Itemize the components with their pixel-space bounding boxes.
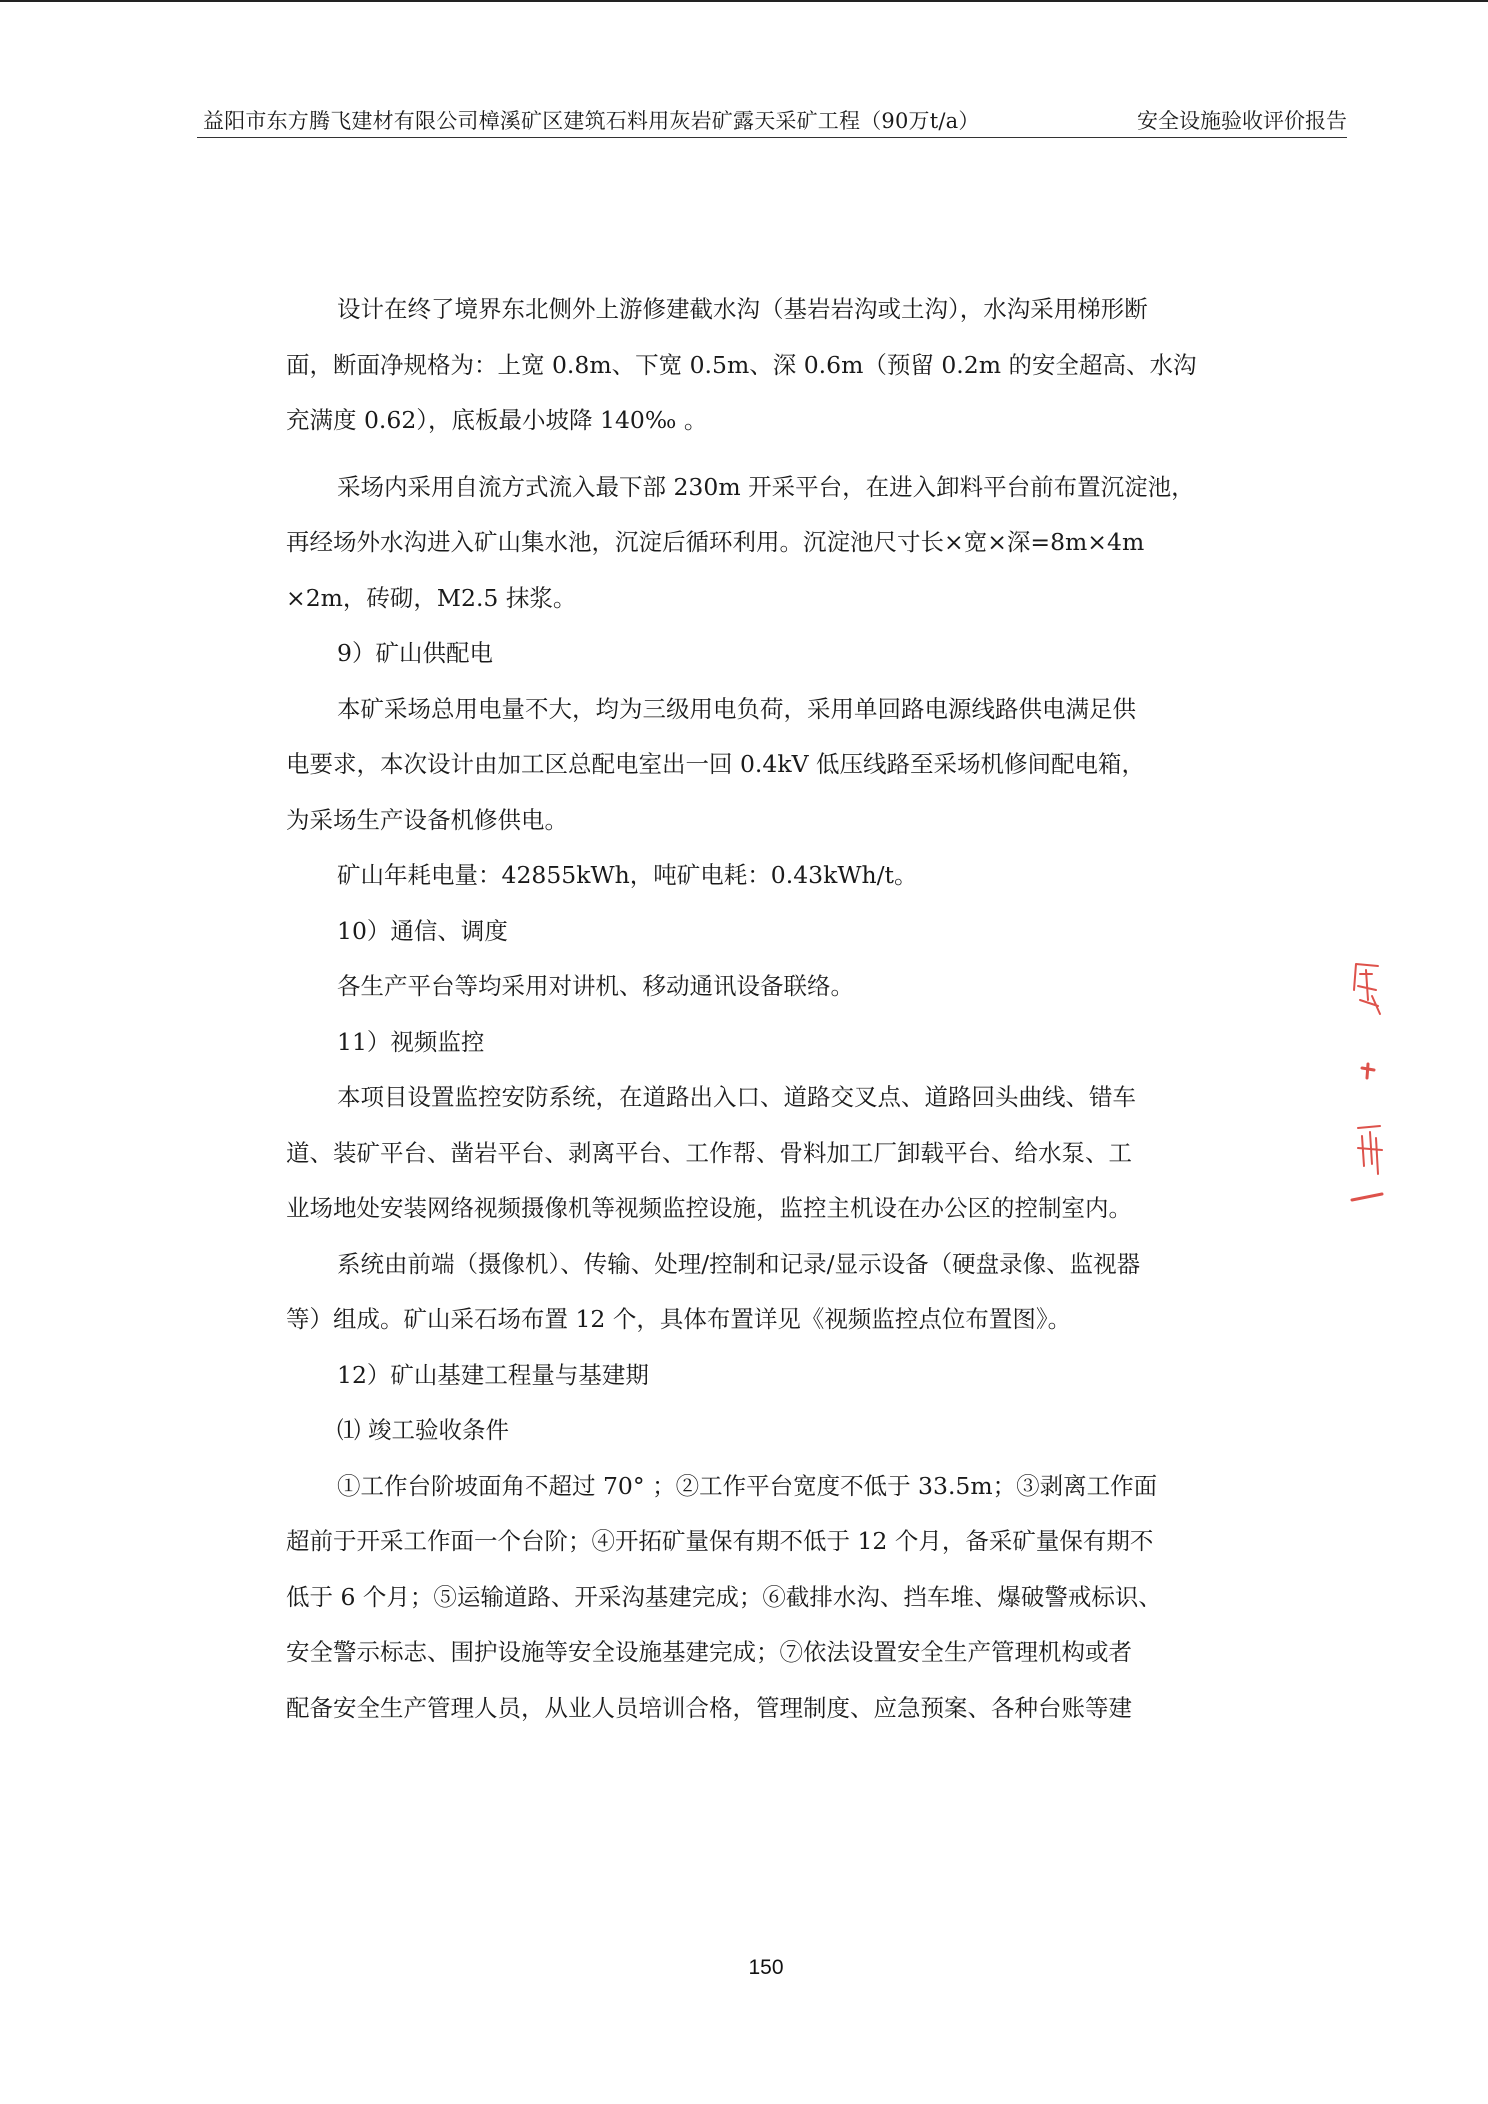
seal-stamp-fragment bbox=[1348, 960, 1384, 1210]
text-line: 再经场外水沟进入矿山集水池，沉淀后循环利用。沉淀池尺寸长×宽×深=8m×4m bbox=[286, 528, 1145, 556]
text-line: 本项目设置监控安防系统，在道路出入口、道路交叉点、道路回头曲线、错车 bbox=[337, 1083, 1136, 1111]
text-line: 采场内采用自流方式流入最下部 230m 开采平台，在进入卸料平台前布置沉淀池， bbox=[337, 472, 1195, 501]
text-line: ×2m，砖砌，M2.5 抹浆。 bbox=[286, 583, 577, 612]
body-text bbox=[286, 282, 1226, 1736]
text-line: 为采场生产设备机修供电。 bbox=[286, 805, 568, 834]
seal-stamp-marks bbox=[1352, 964, 1382, 1200]
text-line: 面，断面净规格为：上宽 0.8m、下宽 0.5m、深 0.6m（预留 0.2m 的安全超高、水沟 bbox=[286, 350, 1197, 379]
page-header bbox=[197, 104, 1347, 138]
header-project-title: 益阳市东方腾飞建材有限公司樟溪矿区建筑石料用灰岩矿露天采矿工程（90万t/a） bbox=[203, 109, 980, 133]
text-line: 业场地处安装网络视频摄像机等视频监控设施，监控主机设在办公区的控制室内。 bbox=[286, 1194, 1132, 1222]
page-top-border bbox=[0, 0, 1488, 2]
text-line: 超前于开采工作面一个台阶；④开拓矿量保有期不低于 12 个月，备采矿量保有期不 bbox=[286, 1527, 1154, 1555]
text-line: 低于 6 个月；⑤运输道路、开采沟基建完成；⑥截排水沟、挡车堆、爆破警戒标识、 bbox=[286, 1582, 1162, 1611]
text-line: 各生产平台等均采用对讲机、移动通讯设备联络。 bbox=[337, 972, 854, 1000]
header-rule bbox=[197, 137, 1347, 138]
text-line: 道、装矿平台、凿岩平台、剥离平台、工作帮、骨料加工厂卸载平台、给水泵、工 bbox=[286, 1138, 1132, 1167]
page-number: 150 bbox=[748, 1956, 784, 1979]
text-line: 安全警示标志、围护设施等安全设施基建完成；⑦依法设置安全生产管理机构或者 bbox=[286, 1638, 1132, 1666]
text-line: 电要求，本次设计由加工区总配电室出一回 0.4kV 低压线路至采场机修间配电箱， bbox=[286, 750, 1146, 778]
section-heading: 9）矿山供配电 bbox=[337, 639, 493, 667]
section-heading: 10）通信、调度 bbox=[337, 916, 508, 945]
text-line: 充满度 0.62），底板最小坡降 140‰ 。 bbox=[286, 406, 708, 434]
text-line: 设计在终了境界东北侧外上游修建截水沟（基岩岩沟或土沟），水沟采用梯形断 bbox=[337, 295, 1148, 323]
section-heading: 12）矿山基建工程量与基建期 bbox=[337, 1360, 649, 1389]
text-line: 矿山年耗电量：42855kWh，吨矿电耗：0.43kWh/t。 bbox=[337, 861, 918, 889]
text-line: 系统由前端（摄像机）、传输、处理/控制和记录/显示设备（硬盘录像、监视器 bbox=[337, 1249, 1141, 1278]
text-line: 等）组成。矿山采石场布置 12 个，具体布置详见《视频监控点位布置图》。 bbox=[286, 1305, 1072, 1333]
header-report-title: 安全设施验收评价报告 bbox=[1137, 109, 1347, 133]
text-line: 配备安全生产管理人员，从业人员培训合格，管理制度、应急预案、各种台账等建 bbox=[286, 1693, 1132, 1722]
text-line: 本矿采场总用电量不大，均为三级用电负荷，采用单回路电源线路供电满足供 bbox=[337, 694, 1136, 723]
subsection-heading: ⑴ 竣工验收条件 bbox=[337, 1416, 509, 1444]
text-line: ①工作台阶坡面角不超过 70° ；②工作平台宽度不低于 33.5m；③剥离工作面 bbox=[337, 1471, 1158, 1500]
section-heading: 11）视频监控 bbox=[337, 1027, 485, 1056]
